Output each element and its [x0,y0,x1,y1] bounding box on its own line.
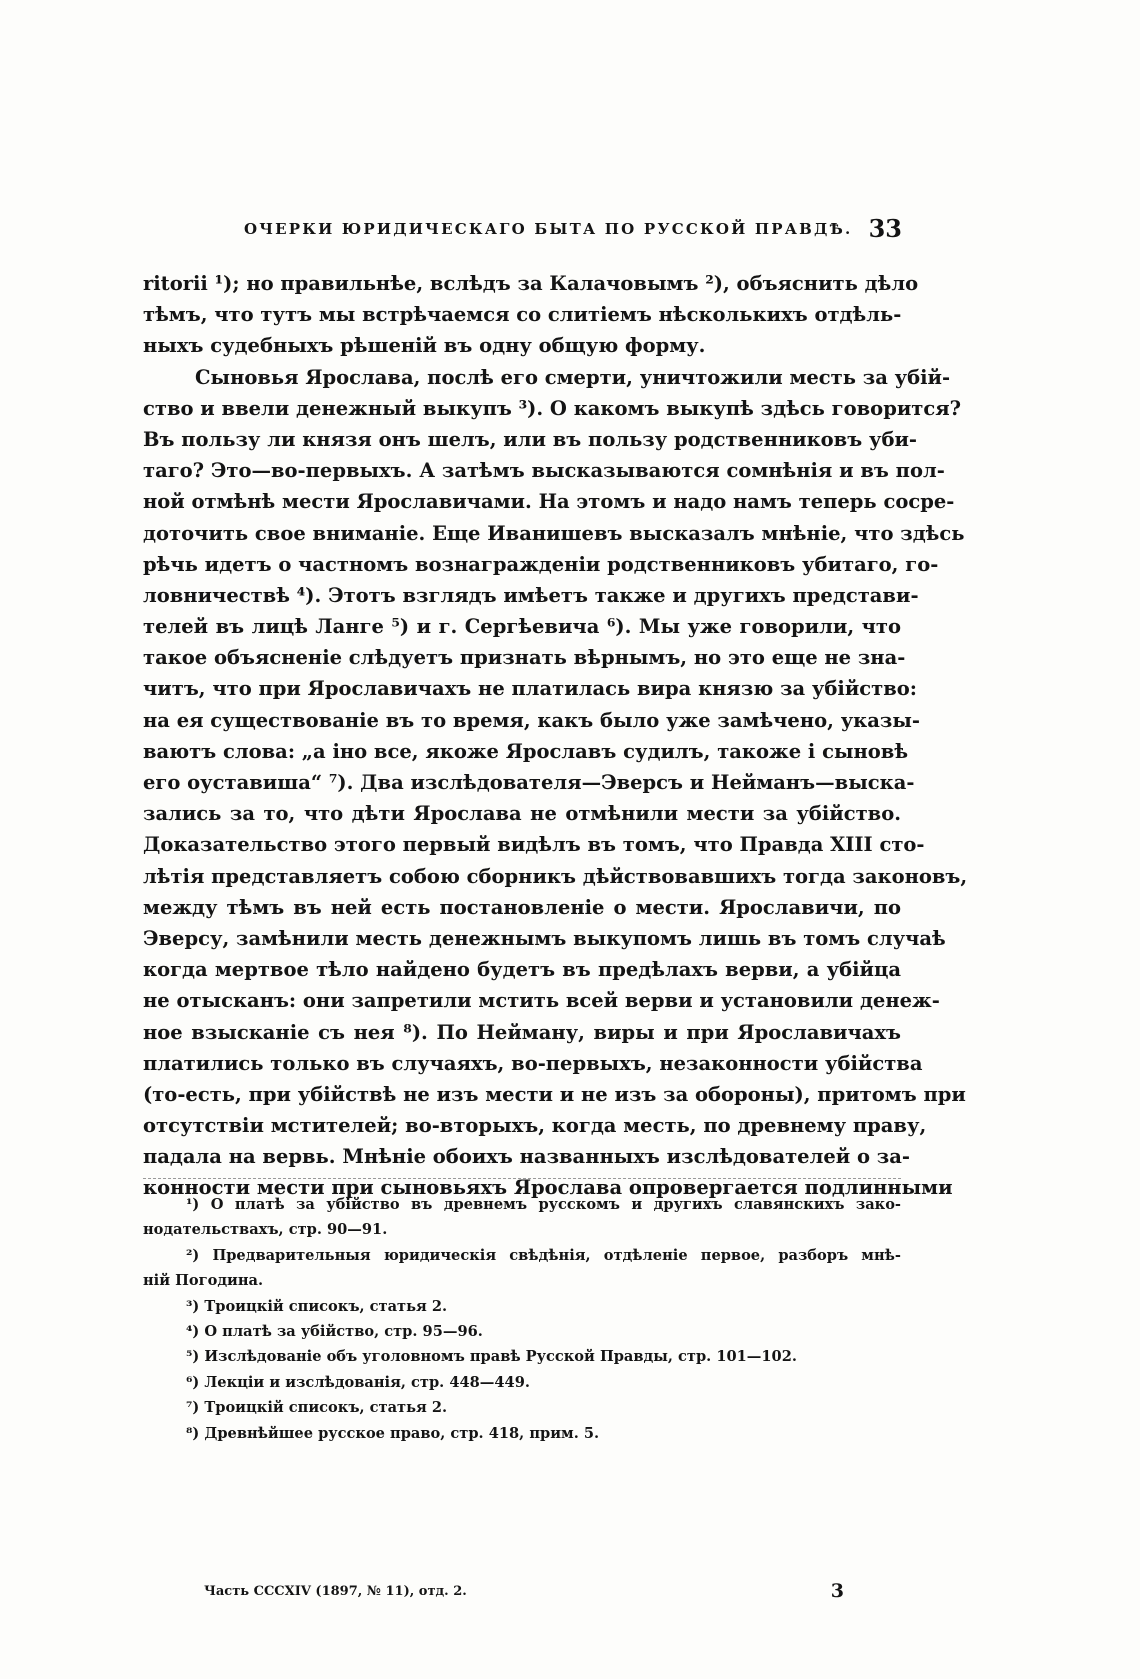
footnote-4: ⁴) О платѣ за убійство, стр. 95—96. [186,1322,483,1340]
body-line: конности мести при сыновьяхъ Ярослава опровергается подлинными [143,1176,953,1200]
body-line: таго? Это—во-первыхъ. А затѣмъ высказываются сомнѣнія и въ пол- [143,459,945,483]
footnote-3: ³) Троицкій списокъ, статья 2. [186,1297,448,1315]
footnote-1-continued: нодательствахъ, стр. 90—91. [143,1221,388,1239]
body-line: (то-есть, при убійствѣ не изъ мести и не изъ за обороны), притомъ при [143,1082,966,1106]
footnote-2-continued: ній Погодина. [143,1272,264,1290]
body-line: Доказательство этого первый видѣлъ въ томъ, что Правда XIII сто- [143,833,925,857]
footnote-5: ⁵) Изслѣдованіе объ уголовномъ правѣ Русской Правды, стр. 101—102. [186,1348,797,1366]
body-line: ritorii ¹); но правильнѣе, вслѣдъ за Калачовымъ ²), объяснить дѣло [143,272,919,295]
running-head [244,214,902,248]
body-line: Сыновья Ярослава, послѣ его смерти, уничтожили месть за убій- [195,365,951,389]
body-line: рѣчь идетъ о частномъ вознагражденіи родственниковъ убитаго, го- [143,552,939,576]
sheet-number: 3 [830,1580,844,1602]
body-line: Въ пользу ли князя онъ шелъ, или въ пользу родственниковъ уби- [143,427,918,451]
body-line: ловничествѣ ⁴). Этотъ взглядъ имѣетъ также и другихъ представи- [143,583,919,607]
footnote-6: ⁶) Лекціи и изслѣдованія, стр. 448—449. [186,1373,530,1391]
cut-off-line [143,1178,901,1185]
body-line: доточить свое вниманіе. Еще Иванишевъ высказалъ мнѣніе, что здѣсь [143,521,965,545]
footnotes [143,1192,901,1446]
body-line: ной отмѣнѣ мести Ярославичами. На этомъ и надо намъ теперь сосре- [143,490,955,514]
printer-signature: Часть CCCXIV (1897, № 11), отд. 2. [204,1584,467,1599]
body-line: ство и ввели денежный выкупъ ³). О какомъ выкупѣ здѣсь говорится? [143,396,962,420]
body-line: такое объясненіе слѣдуетъ признать вѣрнымъ, но это еще не зна- [143,646,906,670]
body-line: ныхъ судебныхъ рѣшеній въ одну общую форму. [143,334,706,358]
body-text [143,268,968,1204]
body-line: отсутствіи мстителей; во-вторыхъ, когда месть, по древнему праву, [143,1114,927,1138]
footnote-7: ⁷) Троицкій списокъ, статья 2. [186,1399,448,1417]
body-line: телей въ лицѣ Ланге ⁵) и г. Сергѣевича ⁶). Мы уже говорили, что [143,615,901,639]
footnote-2: ²) Предварительныя юридическія свѣдѣнія, отдѣленіе первое, разборъ мнѣ- [186,1246,901,1264]
body-line: на ея существованіе въ то время, какъ было уже замѣчено, указы- [143,708,920,732]
body-line: тѣмъ, что тутъ мы встрѣчаемся со слитіемъ нѣсколькихъ отдѣль- [143,303,902,327]
body-line: Эверсу, замѣнили месть денежнымъ выкупомъ лишь въ томъ случаѣ [143,926,946,950]
body-line: между тѣмъ въ ней есть постановленіе о мести. Ярославичи, по [143,895,901,919]
body-line: лѣтія представляетъ собою сборникъ дѣйствовавшихъ тогда законовъ, [143,864,968,888]
body-line: ное взысканіе съ нея ⁸). По Нейману, виры и при Ярославичахъ [143,1020,901,1044]
body-line: ваютъ слова: „а іно все, якоже Ярославъ судилъ, такоже і сыновѣ [143,739,909,763]
body-line: не отысканъ: они запретили мстить всей верви и установили денеж- [143,989,940,1013]
body-line: зались за то, что дѣти Ярослава не отмѣнили мести за убійство. [143,802,901,826]
body-line: когда мертвое тѣло найдено будетъ въ предѣлахъ верви, а убійца [143,958,901,982]
body-line: платились только въ случаяхъ, во-первыхъ, незаконности убійства [143,1051,923,1075]
footnote-8: ⁸) Древнѣйшее русское право, стр. 418, прим. 5. [186,1424,600,1442]
body-line: падала на вервь. Мнѣніе обоихъ названныхъ изслѣдователей о за- [143,1145,910,1169]
body-line: читъ, что при Ярославичахъ не платилась вира князю за убійство: [143,677,918,701]
running-title: ОЧЕРКИ ЮРИДИЧЕСКАГО БЫТА ПО РУССКОЙ ПРАВДѢ. [244,220,853,238]
page-number: 33 [868,214,902,243]
body-line: его оуставиша“ ⁷). Два изслѣдователя—Эверсъ и Нейманъ—выска- [143,771,915,794]
page-footer [204,1580,844,1606]
footnote-1: ¹) О платѣ за убійство въ древнемъ русскомъ и другихъ славянскихъ зако- [186,1196,901,1213]
